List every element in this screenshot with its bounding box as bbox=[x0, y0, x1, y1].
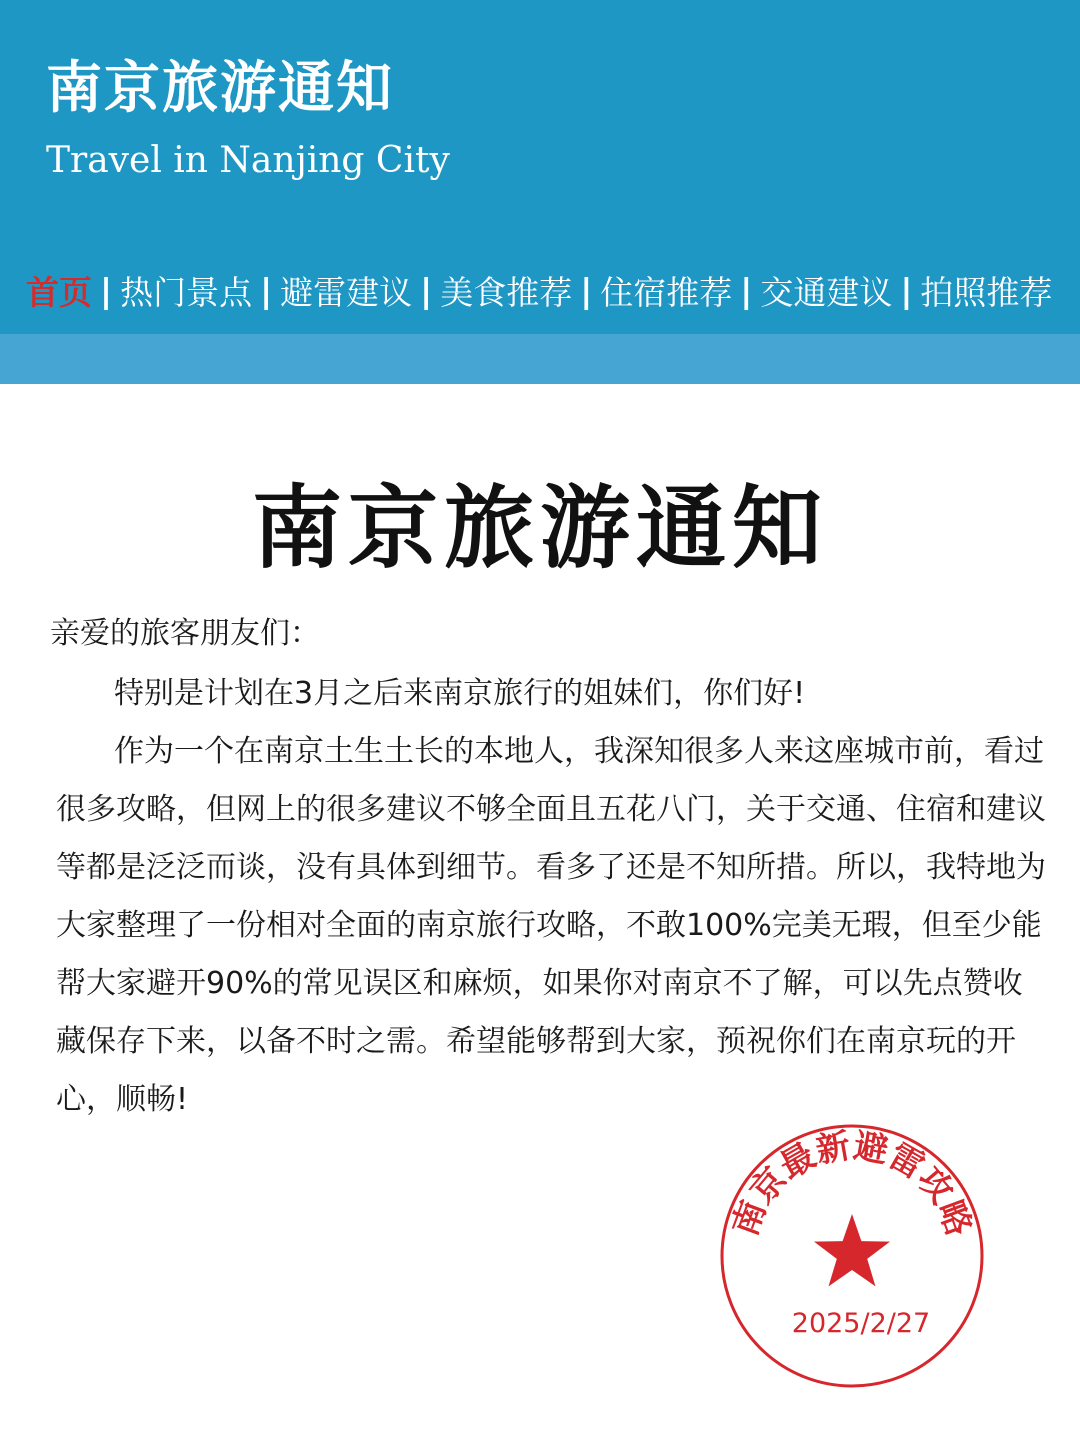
document-title: 南京旅游通知 bbox=[252, 476, 828, 581]
stamp-date: 2025/2/27 bbox=[791, 1308, 931, 1339]
body-text bbox=[56, 665, 1046, 1129]
nav-separator: | bbox=[260, 270, 273, 310]
nav-item-home[interactable]: 首页 bbox=[26, 272, 92, 312]
nav-separator: | bbox=[900, 270, 913, 310]
paragraph-1: 特别是计划在3月之后来南京旅行的姐妹们，你们好! bbox=[114, 676, 806, 711]
site-header bbox=[0, 0, 1080, 334]
site-subtitle: Travel in Nanjing City bbox=[46, 140, 450, 181]
nav-item-pitfall-tips[interactable]: 避雷建议 bbox=[280, 272, 413, 312]
star-icon bbox=[814, 1214, 890, 1286]
nav-separator: | bbox=[100, 270, 113, 310]
header-band bbox=[0, 334, 1080, 384]
nav-bar bbox=[26, 266, 1076, 314]
stamp-arc-text: 南京最新避雷攻略 bbox=[725, 1126, 979, 1242]
nav-separator: | bbox=[420, 270, 433, 310]
paragraph-2: 作为一个在南京土生土长的本地人，我深知很多人来这座城市前，看过很多攻略，但网上的很多建议不够全面且五花八门，关于交通、住宿和建议等都是泛泛而谈，没有具体到细节。看多了还是不知所措。所以，我特地为大家整理了一份相对全面的南京旅行攻略，不敢100%完美无瑕，但至少能帮大家避开90%的常见误区和麻烦，如果你对南京不了解，可以先点赞收藏保存下来，以备不时之需。希望能够帮到大家，预祝你们在南京玩的开心，顺畅! bbox=[56, 734, 1046, 1117]
nav-item-transport[interactable]: 交通建议 bbox=[760, 272, 893, 312]
nav-item-lodging[interactable]: 住宿推荐 bbox=[600, 272, 733, 312]
nav-separator: | bbox=[740, 270, 753, 310]
nav-item-food[interactable]: 美食推荐 bbox=[440, 272, 573, 312]
nav-item-photo-spots[interactable]: 拍照推荐 bbox=[920, 272, 1053, 312]
seal-stamp bbox=[716, 1120, 988, 1392]
greeting: 亲爱的旅客朋友们： bbox=[50, 616, 320, 651]
nav-separator: | bbox=[580, 270, 593, 310]
nav-item-attractions[interactable]: 热门景点 bbox=[120, 272, 253, 312]
site-title: 南京旅游通知 bbox=[46, 56, 394, 121]
